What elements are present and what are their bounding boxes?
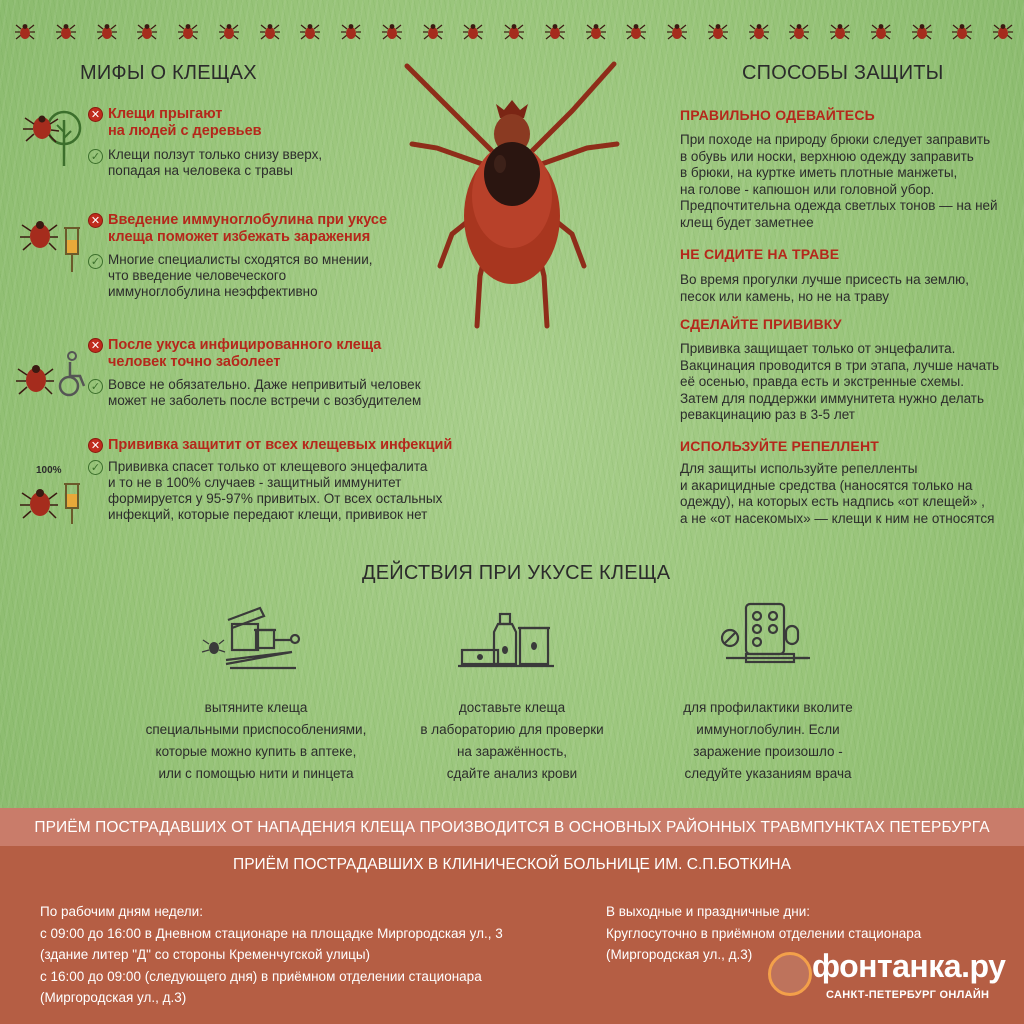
tick-icon bbox=[136, 20, 158, 42]
tick-icon bbox=[381, 20, 403, 42]
tick-icon bbox=[177, 20, 199, 42]
tick-icon bbox=[951, 20, 973, 42]
fact-check-icon: ✓ bbox=[88, 254, 103, 269]
action-1-text: вытяните клеща специальными приспособлениями, которые можно купить в аптеке, или с помощью нити и пинцета bbox=[145, 700, 367, 781]
tick-tree-icon bbox=[14, 100, 86, 172]
protection-heading-repellent: ИСПОЛЬЗУЙТЕ РЕПЕЛЛЕНТ bbox=[680, 438, 880, 454]
protection-text-clothes: При походе на природу брюки следует заправить в обувь или носки, верхнюю одежду заправить в брюки, на куртке иметь плотные манжеты, на голове - капюшон или головной убор. Предпочтительна одежда светлых тонов — на ней клещ будет заметнее bbox=[680, 132, 998, 230]
myth-x-icon: ✕ bbox=[88, 438, 103, 453]
myth-3-claim: После укуса инфицированного клеща человек точно заболеет bbox=[108, 337, 382, 370]
tick-icon bbox=[340, 20, 362, 42]
tick-icon bbox=[299, 20, 321, 42]
weekend-schedule: В выходные и праздничные дни: Круглосуточно в приёмном отделении стационара (Миргородская ул., д.3) bbox=[606, 904, 922, 962]
tick-icon bbox=[96, 20, 118, 42]
myth-4-fact: Прививка спасет только от клещевого энцефалита и то не в 100% случаев - защитный иммунитет формируется у 95-97% привитых. От всех остальных инфекций, которые передают клещи, прививок нет bbox=[108, 459, 443, 522]
tick-icon bbox=[259, 20, 281, 42]
myth-1-claim: Клещи прыгают на людей с деревьев bbox=[108, 106, 262, 139]
protection-heading-clothes: ПРАВИЛЬНО ОДЕВАЙТЕСЬ bbox=[680, 107, 875, 123]
tick-icon bbox=[14, 20, 36, 42]
protection-title: СПОСОБЫ ЗАЩИТЫ bbox=[742, 62, 944, 84]
myth-1-fact: Клещи ползут только снизу вверх, попадая на человека с травы bbox=[108, 147, 323, 178]
tick-icon bbox=[707, 20, 729, 42]
tick-icon bbox=[788, 20, 810, 42]
percent-label: 100% bbox=[36, 465, 62, 476]
myth-x-icon: ✕ bbox=[88, 107, 103, 122]
protection-text-grass: Во время прогулки лучше присесть на землю, песок или камень, но не на траву bbox=[680, 272, 969, 304]
fact-check-icon: ✓ bbox=[88, 379, 103, 394]
tick-icon bbox=[666, 20, 688, 42]
fact-check-icon: ✓ bbox=[88, 460, 103, 475]
weekday-schedule: По рабочим дням недели: с 09:00 до 16:00 в Дневном стационаре на площадке Миргородская ул., 3 (здание литер "Д" со стороны Кременчугской улицы) с 16:00 до 09:00 (следующего дня) в приёмном отделении стационара (Миргородская ул., д.3) bbox=[40, 904, 503, 1005]
myth-2-claim: Введение иммуноглобулина при укусе клеща поможет избежать заражения bbox=[108, 212, 388, 245]
tick-syringe-icon bbox=[14, 206, 86, 278]
tick-icon bbox=[911, 20, 933, 42]
tick-icon bbox=[544, 20, 566, 42]
tick-border-row bbox=[14, 18, 1014, 44]
tick-icon bbox=[625, 20, 647, 42]
protection-heading-grass: НЕ СИДИТЕ НА ТРАВЕ bbox=[680, 246, 840, 262]
trauma-centers-text: ПРИЁМ ПОСТРАДАВШИХ ОТ НАПАДЕНИЯ КЛЕЩА ПРОИЗВОДИТСЯ В ОСНОВНЫХ РАЙОННЫХ ТРАВМПУНКТАХ ПЕТЕРБУРГА bbox=[34, 819, 990, 836]
myth-x-icon: ✕ bbox=[88, 213, 103, 228]
tick-icon bbox=[218, 20, 240, 42]
myth-4-claim: Прививка защитит от всех клещевых инфекций bbox=[108, 437, 453, 453]
actions-title: ДЕЙСТВИЯ ПРИ УКУСЕ КЛЕЩА bbox=[362, 562, 671, 584]
protection-text-vaccine: Прививка защищает только от энцефалита. Вакцинация проводится в три этапа, лучше начать её осенью, правда есть и экстренные схемы. Затем для поддержки иммунитета нужно делать ревакцинацию раз в 3-5 лет bbox=[680, 341, 1000, 422]
tick-icon bbox=[748, 20, 770, 42]
myth-x-icon: ✕ bbox=[88, 338, 103, 353]
protection-text-repellent: Для защиты используйте репелленты и акарицидные средства (наносятся только на одежду), на которых есть надпись «от клещей» , а не «от насекомых» — клещи к ним не относятся bbox=[680, 461, 995, 526]
tick-icon bbox=[422, 20, 444, 42]
tick-icon bbox=[870, 20, 892, 42]
tick-icon bbox=[462, 20, 484, 42]
fontanka-logo-subtitle: САНКТ-ПЕТЕРБУРГ ОНЛАЙН bbox=[826, 989, 990, 1001]
tick-illustration bbox=[392, 56, 632, 346]
protection-heading-vaccine: СДЕЛАЙТЕ ПРИВИВКУ bbox=[680, 316, 842, 332]
action-2-text: доставьте клеща в лабораторию для проверки на заражённость, сдайте анализ крови bbox=[420, 700, 604, 781]
tick-wheelchair-icon bbox=[14, 346, 86, 406]
tick-icon bbox=[992, 20, 1014, 42]
fontanka-logo-icon bbox=[768, 952, 812, 996]
action-3-text: для профилактики вколите иммуноглобулин. Если заражение произошло - следуйте указаниям врача bbox=[683, 700, 853, 781]
tweezers-tools-icon bbox=[196, 604, 306, 674]
tick-vaccine-icon bbox=[14, 478, 86, 528]
myth-2-fact: Многие специалисты сходятся во мнении, что введение человеческого иммуноглобулина неэффективно bbox=[108, 252, 373, 299]
hospital-title: ПРИЁМ ПОСТРАДАВШИХ В КЛИНИЧЕСКОЙ БОЛЬНИЦЕ ИМ. С.П.БОТКИНА bbox=[233, 856, 791, 873]
myths-title: МИФЫ О КЛЕЩАХ bbox=[80, 62, 257, 84]
fontanka-logo-text: фонтанка.ру bbox=[812, 948, 1006, 984]
tick-icon bbox=[503, 20, 525, 42]
pills-syringe-icon bbox=[720, 600, 820, 672]
lab-container-icon bbox=[458, 606, 558, 672]
tick-icon bbox=[829, 20, 851, 42]
myth-3-fact: Вовсе не обязательно. Даже непривитый человек может не заболеть после встречи с возбудителем bbox=[108, 377, 422, 408]
tick-icon bbox=[585, 20, 607, 42]
tick-icon bbox=[55, 20, 77, 42]
fact-check-icon: ✓ bbox=[88, 149, 103, 164]
